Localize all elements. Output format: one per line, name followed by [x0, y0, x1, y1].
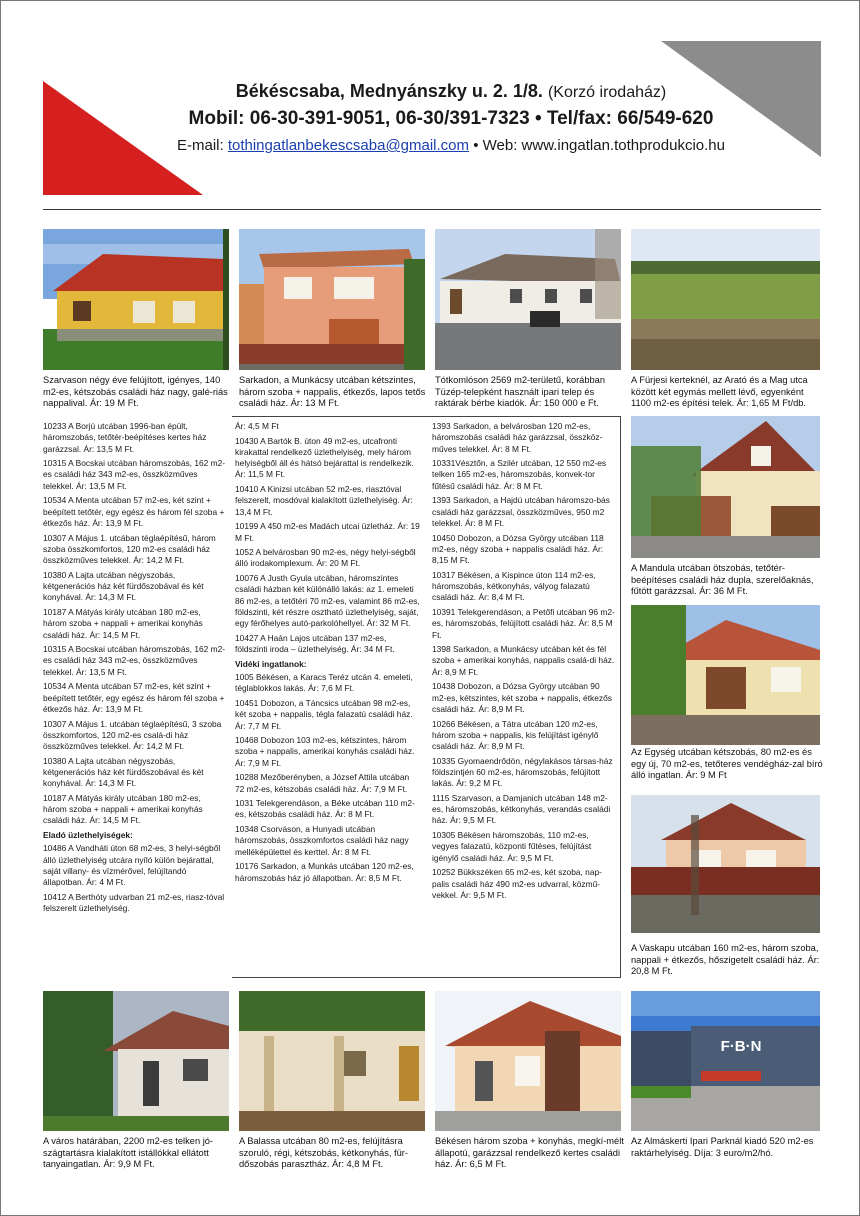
email-link[interactable]: tothingatlanbekescsaba@gmail.com — [227, 137, 470, 154]
header-divider — [43, 209, 821, 210]
listing-item: 10534 A Menta utcában 57 m2-es, két szint + beépített tetőtér, egy egész és három fél szoba + étkezős ház. Ár: 13,9 M Ft. — [43, 681, 225, 714]
listing-item: 1005 Békésen, a Karacs Teréz utcán 4. emeleti, téglablokkos lakás. Ár: 7,6 M Ft. — [235, 672, 413, 694]
listing-column-2 — [235, 421, 420, 887]
listing-item: 10199 A 450 m2-es Madách utcai üzletház. Ár: 19 M Ft. — [235, 521, 420, 543]
listing-item: 10410 A Kinizsi utcában 52 m2-es, riasztóval felszerelt, mosdóval kialakított üzlethelyiség. Ár: 13,4 M Ft. — [235, 484, 413, 517]
listing-item: 10317 Békésen, a Kispince úton 114 m2-es, háromszobás, kétkonyhás, vályog falazatú családi ház. Ár: 8,4 M Ft. — [432, 569, 596, 603]
photo-bekes-house — [435, 991, 621, 1131]
listing-item: 1393 Sarkadon, a belvárosban 120 m2-es, háromszobás családi ház garázzsal, összköz-műves telekkel. Ár: 8 M Ft. — [432, 421, 603, 454]
listing-item: 10176 Sarkadon, a Munkás utcában 120 m2-es, háromszobás ház jó állapotban. Ár: 8,5 M Ft. — [235, 861, 414, 883]
heading-shops-for-sale: Eladó üzlethelyiségek: — [43, 830, 133, 841]
listing-item: 1115 Szarvason, a Damjanich utcában 148 m2-es, háromszobás, kétkonyhás, verandás családi ház. Ár: 9,5 M Ft. — [432, 792, 611, 826]
listing-item: 10380 A Lajta utcában négyszobás, kétgenerációs ház két fürdőszobával és két konyhával. Ár: 14,3 M Ft. — [43, 569, 204, 603]
listing-item: 10450 Dobozon, a Dózsa György utcában 118 m2-es, négy szoba + nappalis családi ház. Ár: 8,15 M Ft. — [432, 532, 604, 566]
listing-item: 10307 A Május 1. utcában téglaépítésű, 3 szoba összkomfortos, 120 m2-es csalá-di ház összközműves telekkel. Ár: 14,2 M Ft. — [43, 718, 222, 752]
caption-mandula: A Mandula utcában ötszobás, tetőtér-beépítéses családi ház dupla, szerelőaknás, fűtött garázzsal. Ár: 36 M Ft. — [631, 563, 814, 596]
caption-farmstead: A város határában, 2200 m2-es telken jó-szágtartásra kialakított istállókkal ellátott tanyaingatlan. Ár: 9,9 M Ft. — [43, 1136, 214, 1169]
listing-item: 10451 Dobozon, a Táncsics utcában 98 m2-es, két szoba + nappalis, tégla falazatú családi ház. Ár: 7,7 M Ft. — [235, 697, 413, 731]
photo-szarvas-house — [43, 229, 229, 370]
caption-totkomlos: Tótkomlóson 2569 m2-területű, korábban Tüzép-telepként használt ipari telep és raktárak bérbe kiadók. Ár: 150 000 e Ft. — [435, 375, 606, 408]
photo-farmstead — [43, 991, 229, 1131]
listing-item: 1052 A belvárosban 90 m2-es, négy helyi-ségből álló irodakomplexum. Ár: 20 M Ft. — [235, 547, 416, 569]
caption-egyseg: Az Egység utcában kétszobás, 80 m2-es és egy új, 70 m2-es, tetőteres vendégház-zal bíró álló ingatlan. Ár: 9 M Ft — [631, 747, 823, 780]
listing-item: 1398 Sarkadon, a Munkácsy utcában két és fél szoba + amerikai konyhás, nappalis csalá-di ház. Ár: 8,9 M Ft. — [432, 644, 615, 677]
listing-item: 10430 A Bartók B. úton 49 m2-es, utcafronti kirakattal rendelkező üzlethelyiség, mely három helyiségből áll és hátsó bejárattal is rendelkezik. Ár: 11,5 M Ft. — [235, 435, 414, 480]
caption-furjesi: A Fürjesi kerteknél, az Arató és a Mag utca között két egymás mellett lévő, egyenként 1100 m2-es építési telek. Ár: 1,65 M Ft/db. — [631, 375, 808, 408]
email-label: E-mail: — [176, 137, 224, 154]
listing-item: 10266 Békésen, a Tátra utcában 120 m2-es, három szoba + nappalis, kis felújítást igénylő családi ház. Ár: 8,9 M Ft. — [432, 718, 599, 752]
listing-item: Ár: 4,5 M Ft — [235, 421, 279, 431]
web-text: • Web: www.ingatlan.tothprodukcio.hu — [473, 137, 725, 154]
listing-item: 10486 A Vandháti úton 68 m2-es, 3 helyi-ségből álló üzlethelyiség utcára nyíló külön bejárattal, saját villany- és vízmérővel, felújítandó állapotban. Ár: 4 M Ft. — [43, 843, 221, 888]
listing-item: 10331Vésztőn, a Szilér utcában, 12 550 m2-es telken 165 m2-es, háromszobás, konvek-tor fűtésű családi ház. Ár: 8 M Ft. — [432, 458, 607, 491]
listing-item: 10252 Bükkszéken 65 m2-es, két szoba, nap-palis családi ház 490 m2-es udvarral, közmű-vekkel. Ár: 9,5 M Ft. — [432, 867, 602, 900]
listing-item: 10288 Mezőberényben, a József Attila utcában 72 m2-es, kétszobás családi ház. Ár: 7,9 M Ft. — [235, 772, 410, 794]
photo-balassa-house — [239, 991, 425, 1131]
address-text: Békéscsaba, Mednyánszky u. 2. 1/8. — [235, 81, 543, 101]
address-note: (Korzó irodaház) — [547, 84, 667, 101]
listing-item: 10315 A Bocskai utcában háromszobás, 162 m2-es családi ház 343 m2-es, összközműves telekkel. Ár: 13,5 M Ft. — [43, 458, 226, 491]
listing-column-1 — [43, 421, 226, 918]
listing-item: 10233 A Borjú utcában 1996-ban épült, háromszobás, tetőtér-beépítéses kertes ház garázzsal. Ár: 13,5 M Ft. — [43, 421, 207, 454]
listing-item: 10468 Dobozon 103 m2-es, kétszintes, három szoba + nappalis, amerikai konyhás családi ház. Ár: 7,9 M Ft. — [235, 735, 415, 768]
caption-szarvas: Szarvason négy éve felújított, igényes, 140 m2-es, kétszobás családi ház nagy, galé-riás nappalival. Ár: 19 M Ft. — [43, 375, 228, 408]
listing-item: 10315 A Bocskai utcában háromszobás, 162 m2-es családi ház 343 m2-es, összközműves telekkel. Ár: 13,5 M Ft. — [43, 644, 226, 677]
caption-sarkad-munkacsy: Sarkadon, a Munkácsy utcában kétszintes, három szoba + nappalis, étkezős, lapos tetős családi ház. Ár: 13 M Ft. — [239, 375, 426, 408]
listing-item: 10187 A Mátyás király utcában 180 m2-es, három szoba + nappali + amerikai konyhás családi ház. Ár: 14,5 M Ft. — [43, 792, 203, 826]
phone-line: Mobil: 06-30-391-9051, 06-30/391-7323 • Tel/fax: 66/549-620 — [188, 108, 714, 129]
photo-furjesi-plots — [631, 229, 820, 370]
listing-item: 10076 A Justh Gyula utcában, háromszintes családi házban két különálló lakás: az 1. emeleti 86 m2-es, a tetőtéri 70 m2-es, valamint 86 m2-es, földszinti, két részre osztható üzlethelyiség, saját, egy férőhelyes autó-parkolóhellyel. Ár: 32 M Ft. — [235, 573, 420, 629]
photo-fbn-warehouse — [631, 991, 820, 1131]
photo-vaskapu-house — [631, 795, 820, 933]
photo-totkomlos-yard — [435, 229, 621, 370]
photo-mandula-house — [631, 416, 820, 558]
caption-warehouse: Az Almáskerti Ipari Parknál kiadó 520 m2-es raktárhelyiség. Díja: 3 euro/m2/hó. — [631, 1136, 814, 1158]
contact-line — [141, 137, 761, 154]
listing-item: 10391 Telekgerendáson, a Petőfi utcában 96 m2-es, háromszobás, felújított családi ház. Ár: 8,5 M Ft. — [432, 606, 615, 640]
listing-item: 1393 Sarkadon, a Hajdú utcában háromszo-bás családi ház garázzsal, összközműves, 950 m2 telekkel. Ár: 8 M Ft. — [432, 495, 610, 528]
listing-item: 1031 Telekgerendáson, a Béke utcában 110 m2-es, kétszobás családi ház. Ár: 8 M Ft. — [235, 798, 415, 820]
caption-vaskapu: A Vaskapu utcában 160 m2-es, három szoba, nappali + étkezős, hőszigetelt családi ház. Ár: 20,8 M Ft. — [631, 943, 820, 976]
caption-balassa: A Balassa utcában 80 m2-es, felújításra szoruló, régi, kétszobás, kétkonyhás, für-dőszobás parasztház. Ár: 4,8 M Ft. — [239, 1136, 408, 1169]
listing-item: 10348 Csorváson, a Hunyadi utcában háromszobás, összkomfortos családi ház nagy melléképülettel és kerttel. Ár: 8 M Ft. — [235, 824, 409, 857]
listing-item: 10307 A Május 1. utcában téglaépítésű, három szoba összkomfortos, 120 m2-es családi ház összközműves telekkel. Ár: 14,2 M Ft. — [43, 532, 216, 566]
listing-item: 10438 Dobozon, a Dózsa György utcában 90 m2-es, kétszintes, két szoba + nappalis, étkezős családi ház. Ár: 8,9 M Ft. — [432, 681, 612, 714]
listing-item: 10380 A Lajta utcában négyszobás, kétgenerációs ház két fürdőszobával és két konyhával. Ár: 14,3 M Ft. — [43, 755, 204, 789]
listing-item: 10534 A Menta utcában 57 m2-es, két szint + beépített tetőtér, egy egész és három fél szoba + étkezős ház. Ár: 13,9 M Ft. — [43, 495, 225, 528]
photo-sarkad-munkacsy-house — [239, 229, 425, 370]
photo-egyseg-house — [631, 605, 820, 745]
agency-address — [141, 81, 761, 102]
heading-rural-properties: Vidéki ingatlanok: — [235, 658, 307, 669]
listing-item: 10305 Békésen háromszobás, 110 m2-es, vegyes falazatú, központi fűtéses, felújítást igénylő családi ház. Ár: 9,5 M Ft. — [432, 830, 592, 863]
listing-item: 10427 A Haán Lajos utcában 137 m2-es, földszinti iroda – üzlethelyiség. Ár: 34 M Ft. — [235, 632, 395, 655]
listing-item: 10335 Gyomaendrődön, négylakásos társas-ház földszintjén 60 m2-es, háromszobás, felújított lakás. Ár: 9,2 M Ft. — [432, 755, 613, 789]
listing-item: 10187 A Mátyás király utcában 180 m2-es, három szoba + nappali + amerikai konyhás családi ház. Ár: 14,5 M Ft. — [43, 606, 203, 640]
listing-item: 10412 A Berthóty udvarban 21 m2-es, riasz-tóval felszerelt üzlethelyiség. — [43, 891, 225, 914]
caption-bekes: Békésen három szoba + konyhás, megkí-mélt állapotú, garázzsal rendelkező kertes családi ház. Ár: 6,5 M Ft. — [435, 1136, 624, 1169]
store-sign-text: F·B·N — [720, 1038, 762, 1055]
listing-column-3 — [432, 421, 616, 904]
